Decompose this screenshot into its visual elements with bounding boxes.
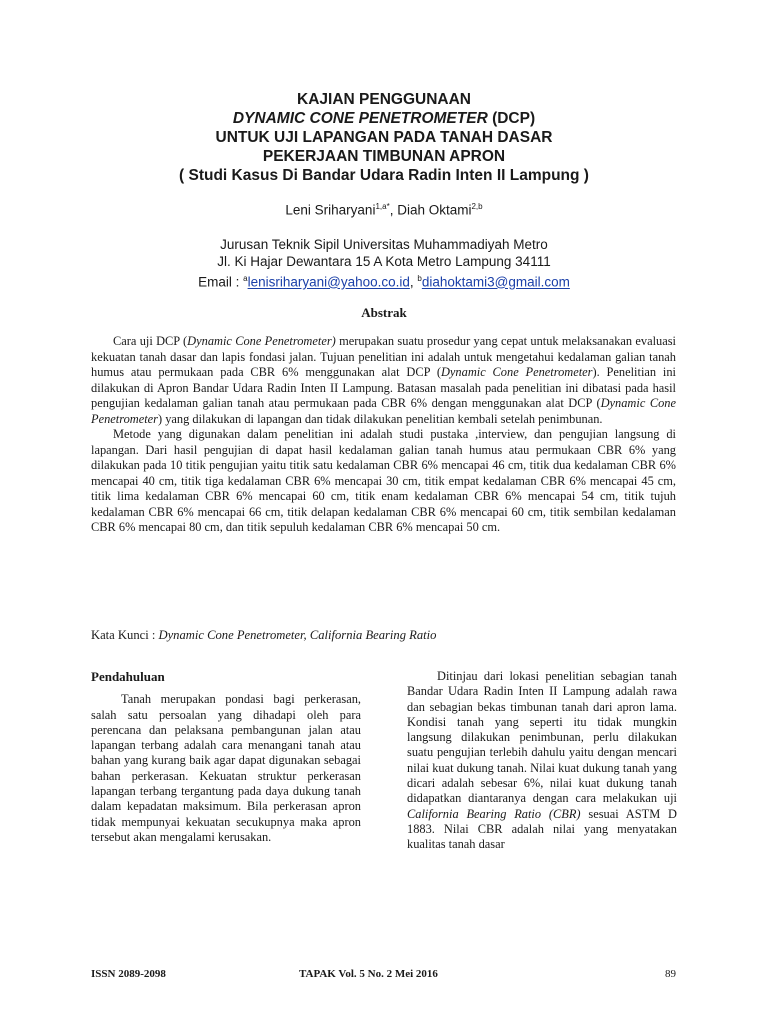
abstract-text: Cara uji DCP ( xyxy=(113,334,188,348)
keywords xyxy=(91,628,676,643)
email-a-sup: a xyxy=(243,274,248,283)
title-line-2-italic: DYNAMIC CONE PENETROMETER xyxy=(232,110,488,127)
email-separator: , xyxy=(409,274,418,290)
title-line-1: KAJIAN PENGGUNAAN xyxy=(297,91,471,108)
email-b-sup: b xyxy=(417,274,422,283)
right-column-paragraph xyxy=(407,669,677,853)
abstract-italic-term: Dynamic Cone Penetrometer xyxy=(91,396,676,426)
affiliation-line-2: Jl. Ki Hajar Dewantara 15 A Kota Metro Lampung 34111 xyxy=(217,254,551,269)
abstract-text: merupakan suatu prosedur yang cepat untuk melaksanakan evaluasi kekuatan tanah dasar dan lapis fondasi jalan. Tujuan penelitian ini adalah untuk mengetahui kedalaman galian tanah humus atau permukaan pada CBR 6% menggunakan alat DCP ( xyxy=(91,334,677,379)
abstract-italic-term: Dynamic Cone Penetrometer) xyxy=(187,334,336,348)
abstract-text: ) yang dilakukan di lapangan dan tidak dilakukan penelitian kembali setelah penimbunan. xyxy=(157,411,603,426)
affiliation xyxy=(80,236,688,291)
email-link-b[interactable]: diahoktami3@gmail.com xyxy=(421,274,570,290)
footer-issn: ISSN 2089-2098 xyxy=(91,968,166,980)
title-line-2 xyxy=(80,109,688,128)
keywords-label: Kata Kunci : xyxy=(91,628,159,642)
author-2: Diah Oktami xyxy=(397,202,472,218)
abstract-italic-term: Dynamic Cone Penetrometer xyxy=(440,365,593,379)
title-line-5: ( Studi Kasus Di Bandar Udara Radin Inten II Lampung ) xyxy=(179,167,589,184)
title-line-2-rest: (DCP) xyxy=(487,110,536,127)
author-list xyxy=(80,202,688,218)
author-1: Leni Sriharyani xyxy=(285,202,376,218)
author-1-sup: 1,a* xyxy=(375,202,390,211)
email-prefix: Email : xyxy=(198,274,244,290)
abstract-heading: Abstrak xyxy=(361,305,407,320)
keywords-value: Dynamic Cone Penetrometer, California Bearing Ratio xyxy=(158,628,437,642)
title-line-3: UNTUK UJI LAPANGAN PADA TANAH DASAR xyxy=(215,129,553,146)
footer-page-number: 89 xyxy=(665,968,676,980)
paper-title xyxy=(80,90,688,185)
email-link-a[interactable]: lenisriharyani@yahoo.co.id xyxy=(247,274,410,290)
left-column xyxy=(91,669,361,845)
abstract-paragraph-2: Metode yang digunakan dalam penelitian ini adalah studi pustaka ,interview, dan pengujian langsung di lapangan. Dari hasil pengujian di dapat hasil kedalaman galian tanah humus atau permukaan CBR 6% yang dilakukan pada 10 titik pengujian yaitu titik satu kedalaman CBR 6% mencapai 46 cm, titik dua kedalaman CBR 6% mencapai 40 cm, titik tiga kedalaman CBR 6% mencapai 30 cm, titik empat kedalaman CBR 6% mencapai 45 cm, titik lima kedalaman CBR 6% mencapai 60 cm, titik enam kedalaman CBR 6% mencapai 54 cm, titik tujuh kedalaman CBR 6% mencapai 66 cm, titik delapan kedalaman CBR 6% mencapai 60 cm, titik sembilan kedalaman CBR 6% mencapai 80 cm, dan titik sepuluh kedalaman CBR 6% mencapai 50 cm. xyxy=(91,427,676,534)
right-column-italic-term: California Bearing Ratio (CBR) xyxy=(407,806,581,821)
section-heading-pendahuluan: Pendahuluan xyxy=(91,669,165,684)
affiliation-line-1: Jurusan Teknik Sipil Universitas Muhammadiyah Metro xyxy=(220,237,548,252)
right-column xyxy=(407,669,677,853)
author-2-sup: 2,b xyxy=(471,202,483,211)
abstract-paragraph-1 xyxy=(91,334,676,427)
title-line-4: PEKERJAAN TIMBUNAN APRON xyxy=(262,148,506,165)
email-line xyxy=(80,270,688,291)
abstract-text: ). Penelitian ini dilakukan di Apron Bandar Udara Radin Inten II Lampung. Batasan masalah pada penelitian ini dibatasi pada hasil pengujian kedalaman galian tanah atau permukaan pada CBR 6% dengan menggunakan alat DCP ( xyxy=(91,365,676,410)
abstract-body xyxy=(91,334,676,536)
footer-journal: TAPAK Vol. 5 No. 2 Mei 2016 xyxy=(299,968,438,980)
left-column-paragraph: Tanah merupakan pondasi bagi perkerasan, salah satu persoalan yang dihadapi oleh para perencana dan pelaksana pembangunan jalan atau lapangan terbang adalah cara menangani tanah atau bahan yang kurang baik agar dapat digunakan sebagai bahan perkerasan. Kekuatan struktur perkerasan lapangan terbang tergantung pada daya dukung tanah dalam kepadatan maksimum. Bila perkerasan apron tidak mempunyai kekuatan secukupnya maka apron tersebut akan mengalami kerusakan. xyxy=(91,692,361,844)
right-column-text: Ditinjau dari lokasi penelitian sebagian tanah Bandar Udara Radin Inten II Lampung adalah rawa dan sebagian bekas timbunan tanah dari apron lama. Kondisi tanah yang seperti itu tidak mungkin langsung dilakukan penimbunan, perlu dilakukan suatu pengujian terlebih dahulu yaitu dengan mencari nilai kuat dukung tanah. Nilai kuat dukung tanah yang dicari adalah sebesar 6%, nilai kuat dukung tanah didapatkan diantaranya dengan cara melakukan uji xyxy=(407,669,677,806)
right-column-text: sesuai ASTM D 1883. Nilai CBR adalah nilai yang menyatakan kualitas tanah dasar xyxy=(407,806,677,852)
author-separator: , xyxy=(389,202,398,218)
